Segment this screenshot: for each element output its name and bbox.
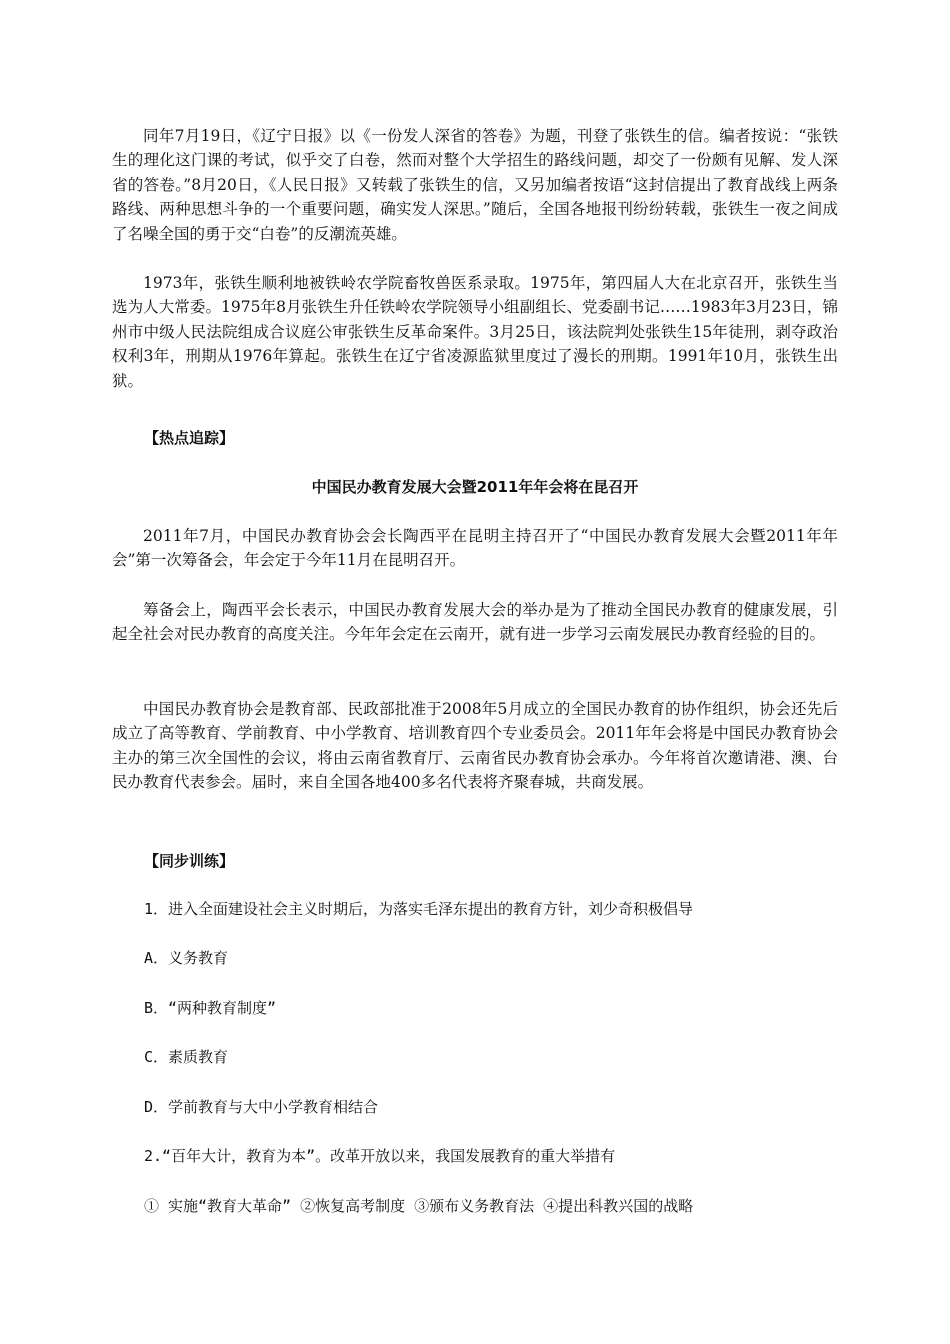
section-heading-hotspot: 【热点追踪】 <box>144 429 235 447</box>
question-2-options: ① 实施“教育大革命” ②恢复高考制度 ③颁布义务教育法 ④提出科教兴国的战略 <box>144 1197 694 1215</box>
paragraph-conference-intro: 2011年7月，中国民办教育协会会长陶西平在昆明主持召开了“中国民办教育发展大会暨2011年年会”第一次筹备会，年会定于今年11月在昆明召开。 <box>112 527 838 570</box>
paragraph-preparatory-meeting: 筹备会上，陶西平会长表示，中国民办教育发展大会的举办是为了推动全国民办教育的健康发展，引起全社会对民办教育的高度关注。今年年会定在云南开，就有进一步学习云南发展民办教育经验的目的。 <box>112 601 838 644</box>
question-1-stem: 1．进入全面建设社会主义时期后，为落实毛泽东提出的教育方针，刘少奇积极倡导 <box>144 900 694 918</box>
section-heading-practice: 【同步训练】 <box>144 852 235 870</box>
question-1-option-b: B．“两种教育制度” <box>144 999 277 1017</box>
paragraph-zhang-tiesheng-career: 1973年，张铁生顺利地被铁岭农学院畜牧兽医系录取。1975年，第四届人大在北京召开，张铁生当选为人大常委。1975年8月张铁生升任铁岭农学院领导小组副组长、党委副书记……1983年3月23日，锦州市中级人民法院组成合议庭公审张铁生反革命案件。3月25日，该法院判处张铁生15年徒刑，剥夺政治权利3年，刑期从1976年算起。张铁生在辽宁省凌源监狱里度过了漫长的刑期。1991年10月，张铁生出狱。 <box>112 274 838 390</box>
question-2-stem: 2.“百年大计，教育为本”。改革开放以来，我国发展教育的重大举措有 <box>144 1147 616 1165</box>
news-title: 中国民办教育发展大会暨2011年年会将在昆召开 <box>311 478 639 496</box>
question-1-option-c: C．素质教育 <box>144 1048 229 1066</box>
paragraph-zhang-tiesheng-letter: 同年7月19日，《辽宁日报》以《一份发人深省的答卷》为题，刊登了张铁生的信。编者按说：“张铁生的理化这门课的考试，似乎交了白卷，然而对整个大学招生的路线问题，却交了一份颇有见解、发人深省的答卷。”8月20日，《人民日报》又转载了张铁生的信，又另加编者按语“这封信提出了教育战线上两条路线、两种思想斗争的一个重要问题，确实发人深思。”随后，全国各地报刊纷纷转载，张铁生一夜之间成了名噪全国的勇于交“白卷”的反潮流英雄。 <box>112 127 838 243</box>
question-1-option-d: D．学前教育与大中小学教育相结合 <box>144 1098 379 1116</box>
question-1-option-a: A．义务教育 <box>144 949 229 967</box>
paragraph-association-info: 中国民办教育协会是教育部、民政部批准于2008年5月成立的全国民办教育的协作组织，协会还先后成立了高等教育、学前教育、中小学教育、培训教育四个专业委员会。2011年年会将是中国民办教育协会主办的第三次全国性的会议，将由云南省教育厅、云南省民办教育协会承办。今年将首次邀请港、澳、台民办教育代表参会。届时，来自全国各地400多名代表将齐聚春城，共商发展。 <box>112 700 838 792</box>
